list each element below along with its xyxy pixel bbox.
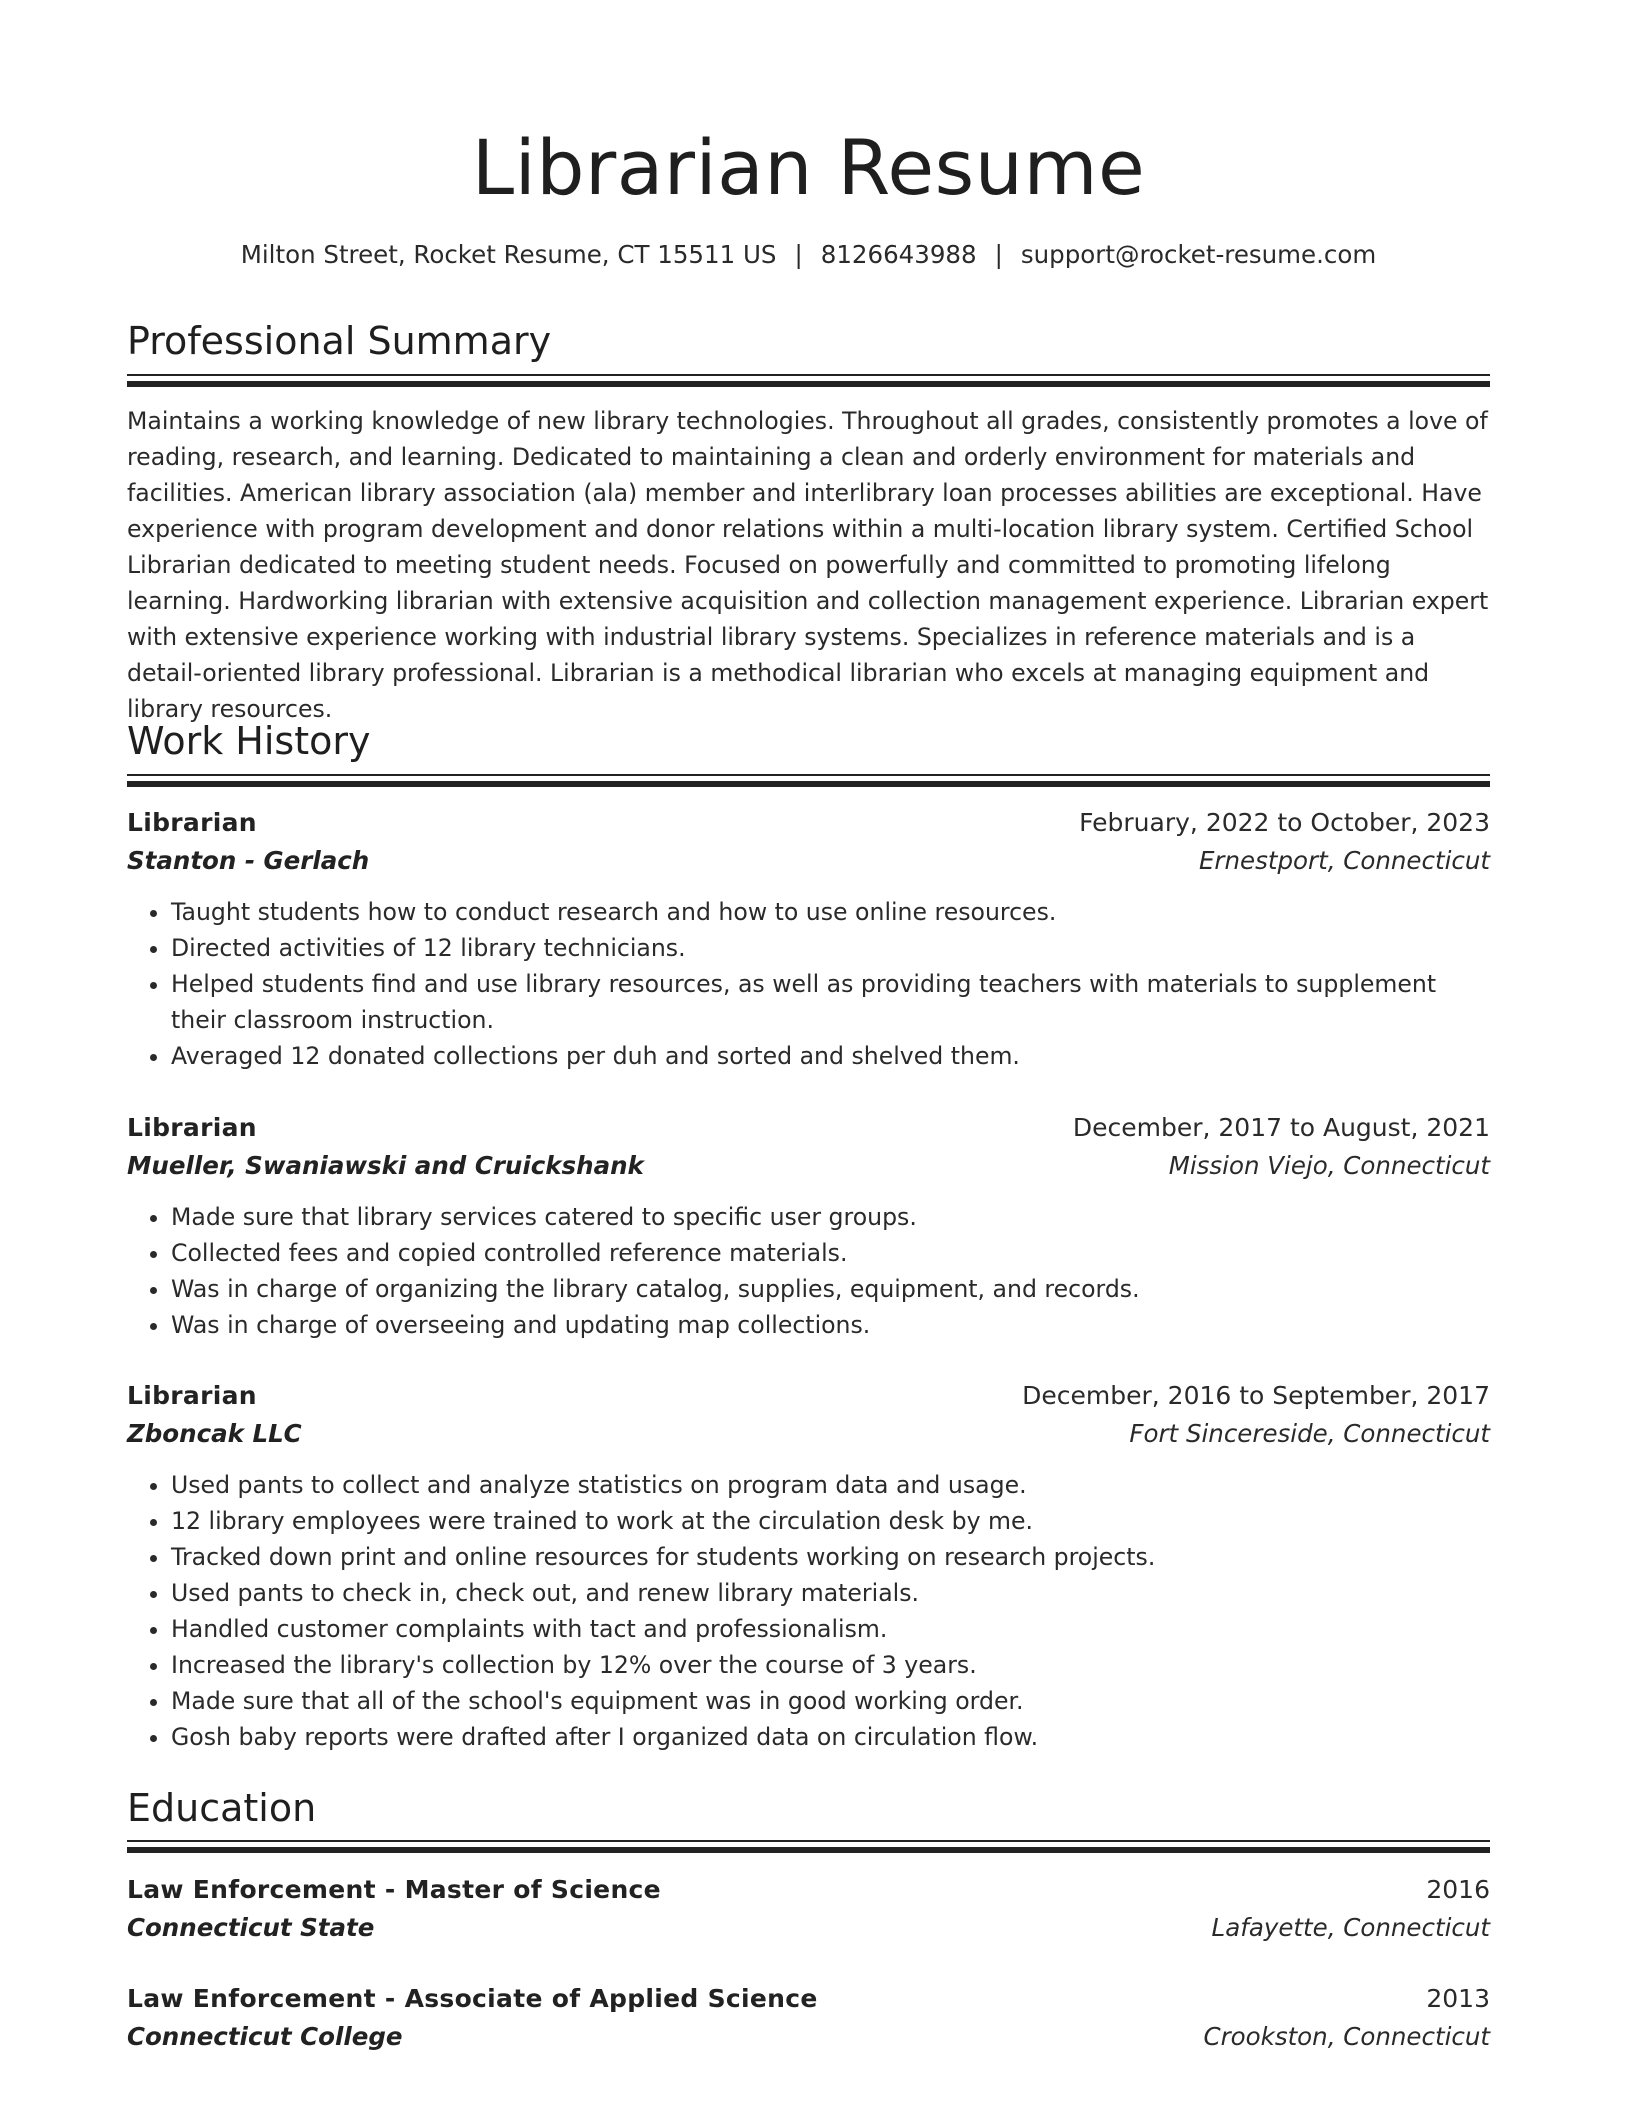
- section-heading-summary: Professional Summary: [127, 319, 552, 363]
- job-bullets: [127, 1467, 1490, 1755]
- job-dates: February, 2022 to October, 2023: [1079, 808, 1490, 837]
- contact-line: [127, 238, 1490, 272]
- job-entry: [127, 1377, 1490, 1755]
- section-divider: [127, 1840, 1490, 1853]
- school-name: Connecticut College: [127, 2022, 403, 2051]
- list-item: • Tracked down print and online resources for students working on research projects.: [171, 1539, 1490, 1575]
- job-location: Mission Viejo, Connecticut: [1168, 1151, 1490, 1180]
- list-item: • Increased the library's collection by 12% over the course of 3 years.: [171, 1647, 1490, 1683]
- job-location: Ernestport, Connecticut: [1198, 846, 1490, 875]
- list-item: • Collected fees and copied controlled reference materials.: [171, 1235, 1490, 1271]
- company-name: Zboncak LLC: [127, 1419, 302, 1448]
- school-name: Connecticut State: [127, 1913, 375, 1942]
- contact-separator: |: [794, 240, 803, 269]
- list-item: • Made sure that library services catered to specific user groups.: [171, 1199, 1490, 1235]
- job-dates: December, 2017 to August, 2021: [1072, 1113, 1490, 1142]
- address: Milton Street, Rocket Resume, CT 15511 US: [240, 240, 777, 269]
- list-item: • Averaged 12 donated collections per duh and sorted and shelved them.: [171, 1038, 1490, 1074]
- list-item: • Was in charge of organizing the library catalog, supplies, equipment, and records.: [171, 1271, 1490, 1307]
- list-item: • 12 library employees were trained to work at the circulation desk by me.: [171, 1503, 1490, 1539]
- email: support@rocket-resume.com: [1020, 240, 1377, 269]
- list-item: • Directed activities of 12 library technicians.: [171, 930, 1490, 966]
- contact-separator: |: [994, 240, 1003, 269]
- phone: 8126643988: [820, 240, 977, 269]
- job-title: Librarian: [127, 1381, 257, 1410]
- job-entry: [127, 804, 1490, 1074]
- section-heading-work-history: Work History: [127, 719, 371, 763]
- list-item: • Was in charge of overseeing and updating map collections.: [171, 1307, 1490, 1343]
- list-item: • Taught students how to conduct research and how to use online resources.: [171, 894, 1490, 930]
- school-location: Crookston, Connecticut: [1203, 2022, 1490, 2051]
- education-entry: [127, 1980, 1490, 2056]
- graduation-year: 2016: [1426, 1875, 1490, 1904]
- section-heading-education: Education: [127, 1786, 317, 1830]
- job-dates: December, 2016 to September, 2017: [1022, 1381, 1490, 1410]
- job-title: Librarian: [127, 808, 257, 837]
- list-item: • Handled customer complaints with tact and professionalism.: [171, 1611, 1490, 1647]
- job-entry: [127, 1109, 1490, 1343]
- education-entry: [127, 1871, 1490, 1947]
- job-location: Fort Sincereside, Connecticut: [1129, 1419, 1490, 1448]
- resume-title: Librarian Resume: [471, 123, 1146, 212]
- list-item: • Used pants to check in, check out, and renew library materials.: [171, 1575, 1490, 1611]
- section-divider: [127, 374, 1490, 387]
- list-item: • Made sure that all of the school's equipment was in good working order.: [171, 1683, 1490, 1719]
- job-title: Librarian: [127, 1113, 257, 1142]
- degree-name: Law Enforcement - Associate of Applied Science: [127, 1984, 818, 2013]
- company-name: Stanton - Gerlach: [127, 846, 370, 875]
- summary-text: Maintains a working knowledge of new library technologies. Throughout all grades, consistently promotes a love of reading, research, and learning. Dedicated to maintaining a clean and orderly environment for materials and facilities. American library association (ala) member and interlibrary loan processes abilities are exceptional. Have experience with program development and donor relations within a multi-location library system. Certified School Librarian dedicated to meeting student needs. Focused on powerfully and committed to promoting lifelong learning. Hardworking librarian with extensive acquisition and collection management experience. Librarian expert with extensive experience working with industrial library systems. Specializes in reference materials and is a detail-oriented library professional. Librarian is a methodical librarian who excels at managing equipment and library resources.: [127, 407, 1489, 723]
- company-name: Mueller, Swaniawski and Cruickshank: [127, 1151, 644, 1180]
- list-item: • Helped students find and use library resources, as well as providing teachers with materials to supplement their classroom instruction.: [171, 966, 1490, 1038]
- degree-name: Law Enforcement - Master of Science: [127, 1875, 661, 1904]
- list-item: • Used pants to collect and analyze statistics on program data and usage.: [171, 1467, 1490, 1503]
- section-divider: [127, 774, 1490, 787]
- list-item: • Gosh baby reports were drafted after I organized data on circulation flow.: [171, 1719, 1490, 1755]
- graduation-year: 2013: [1426, 1984, 1490, 2013]
- school-location: Lafayette, Connecticut: [1211, 1913, 1490, 1942]
- job-bullets: [127, 894, 1490, 1074]
- job-bullets: [127, 1199, 1490, 1343]
